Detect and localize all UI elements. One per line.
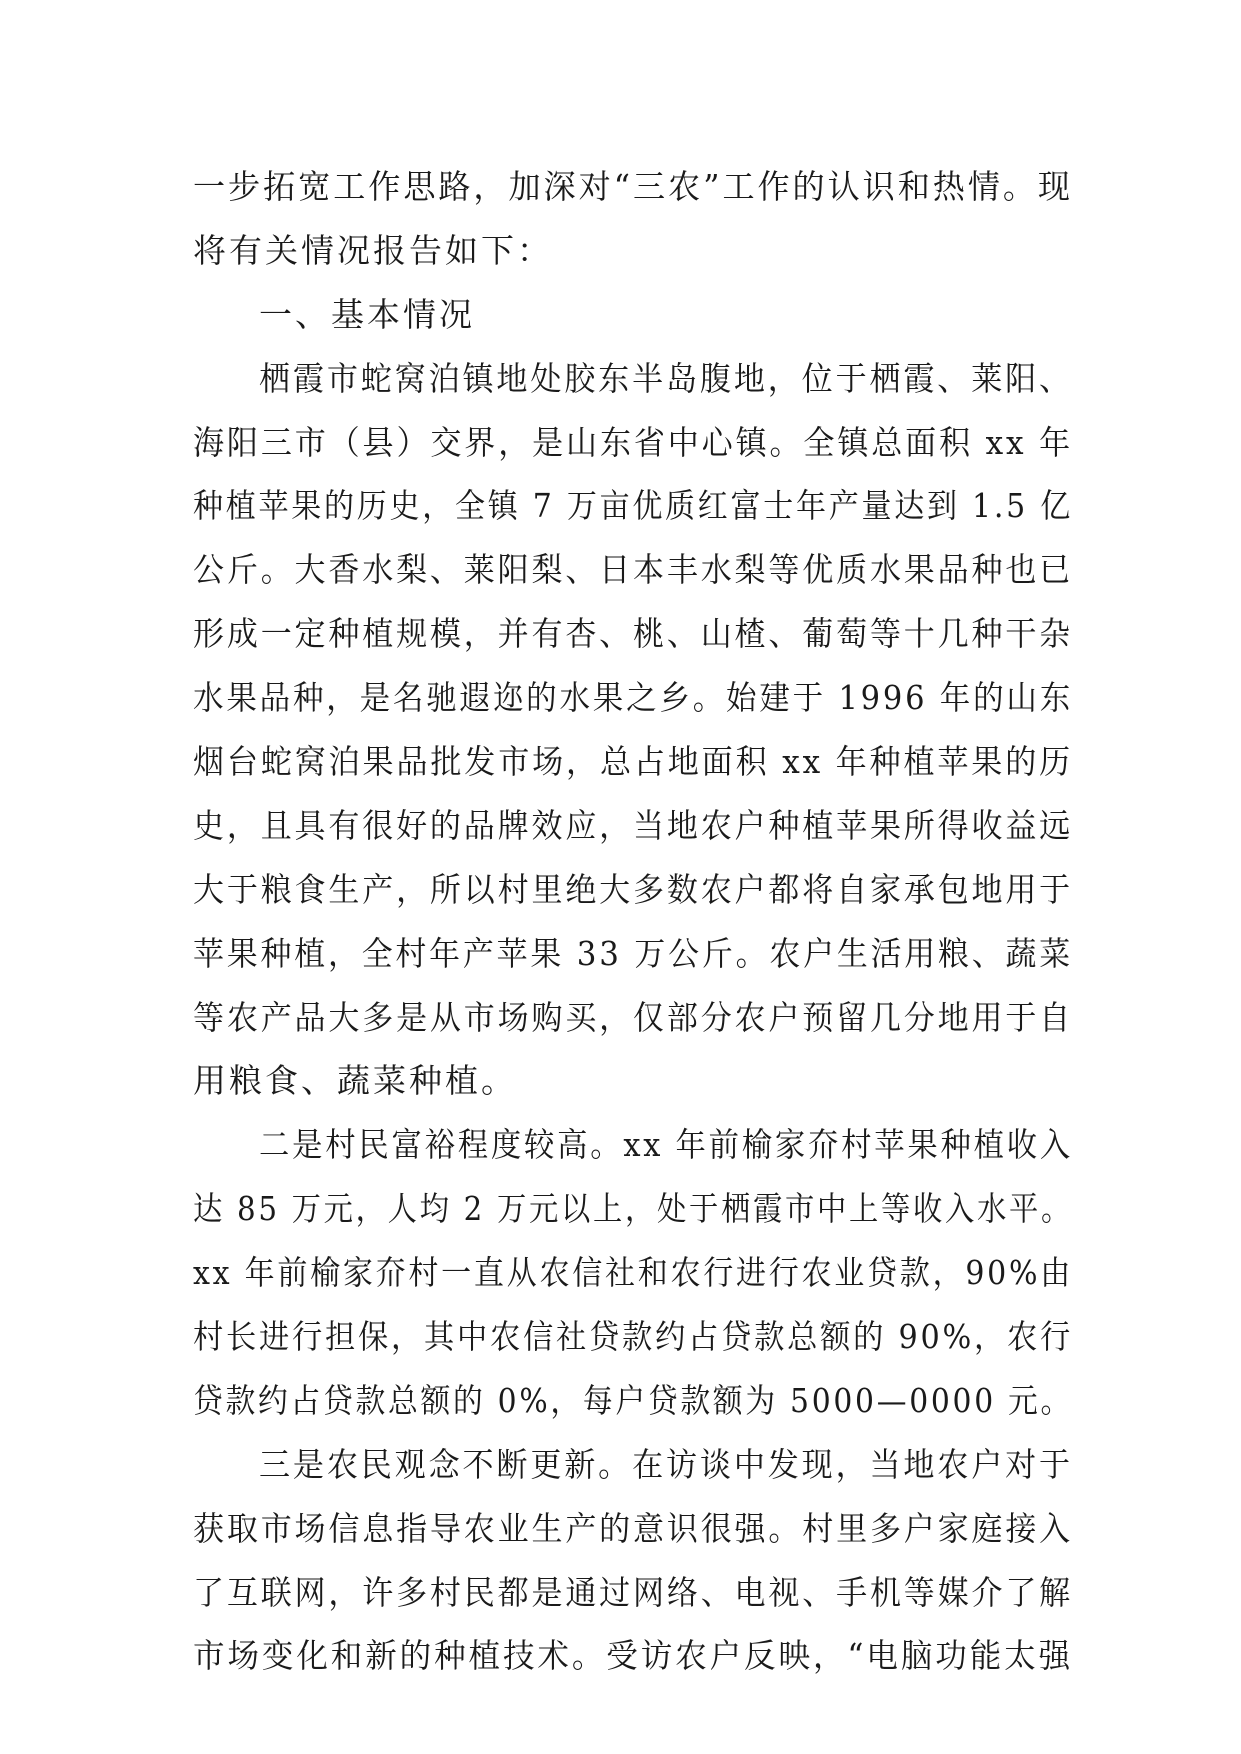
text-line: 市场变化和新的种植技术。受访农户反映，“电脑功能太强 (193, 1636, 1074, 1676)
text-line: 三是农民观念不断更新。在访谈中发现，当地农户对于 (259, 1444, 1073, 1484)
text-line: 二是村民富裕程度较高。xx 年前榆家夼村苹果种植收入 (259, 1125, 1074, 1165)
text-line: 达 85 万元，人均 2 万元以上，处于栖霞市中上等收入水平。 (193, 1189, 1073, 1229)
text-line: 一、基本情况 (259, 294, 475, 334)
text-line: 形成一定种植规模，并有杏、桃、山楂、葡萄等十几种干杂 (193, 614, 1074, 654)
text-line: 等农产品大多是从市场购买，仅部分农户预留几分地用于自 (193, 997, 1074, 1037)
document-body (193, 155, 1073, 1688)
text-line: 烟台蛇窝泊果品批发市场，总占地面积 xx 年种植苹果的历 (193, 742, 1074, 782)
text-line: 将有关情况报告如下： (193, 230, 553, 270)
text-line: 了互联网，许多村民都是通过网络、电视、手机等媒介了解 (193, 1572, 1074, 1612)
text-line: 村长进行担保，其中农信社贷款约占贷款总额的 90%，农行 (193, 1317, 1073, 1357)
text-line: 种植苹果的历史，全镇 7 万亩优质红富士年产量达到 1.5 亿 (193, 486, 1073, 526)
text-line: 水果品种，是名驰遐迩的水果之乡。始建于 1996 年的山东 (193, 678, 1074, 718)
text-line: 用粮食、蔬菜种植。 (193, 1061, 517, 1101)
text-line: 海阳三市（县）交界，是山东省中心镇。全镇总面积 xx 年 (193, 422, 1074, 462)
text-line: 贷款约占贷款总额的 0%，每户贷款额为 5000—0000 元。 (193, 1380, 1074, 1420)
text-line: 史，且具有很好的品牌效应，当地农户种植苹果所得收益远 (193, 805, 1074, 845)
text-line: 栖霞市蛇窝泊镇地处胶东半岛腹地，位于栖霞、莱阳、 (259, 358, 1073, 398)
text-line: 获取市场信息指导农业生产的意识很强。村里多户家庭接入 (193, 1508, 1074, 1548)
text-line: 公斤。大香水梨、莱阳梨、日本丰水梨等优质水果品种也已 (193, 550, 1074, 590)
text-line: xx 年前榆家夼村一直从农信社和农行进行农业贷款，90%由 (193, 1253, 1074, 1293)
text-line: 大于粮食生产，所以村里绝大多数农户都将自家承包地用于 (193, 869, 1074, 909)
text-line: 苹果种植，全村年产苹果 33 万公斤。农户生活用粮、蔬菜 (193, 933, 1074, 973)
text-line: 一步拓宽工作思路，加深对“三农”工作的认识和热情。现 (193, 167, 1073, 206)
